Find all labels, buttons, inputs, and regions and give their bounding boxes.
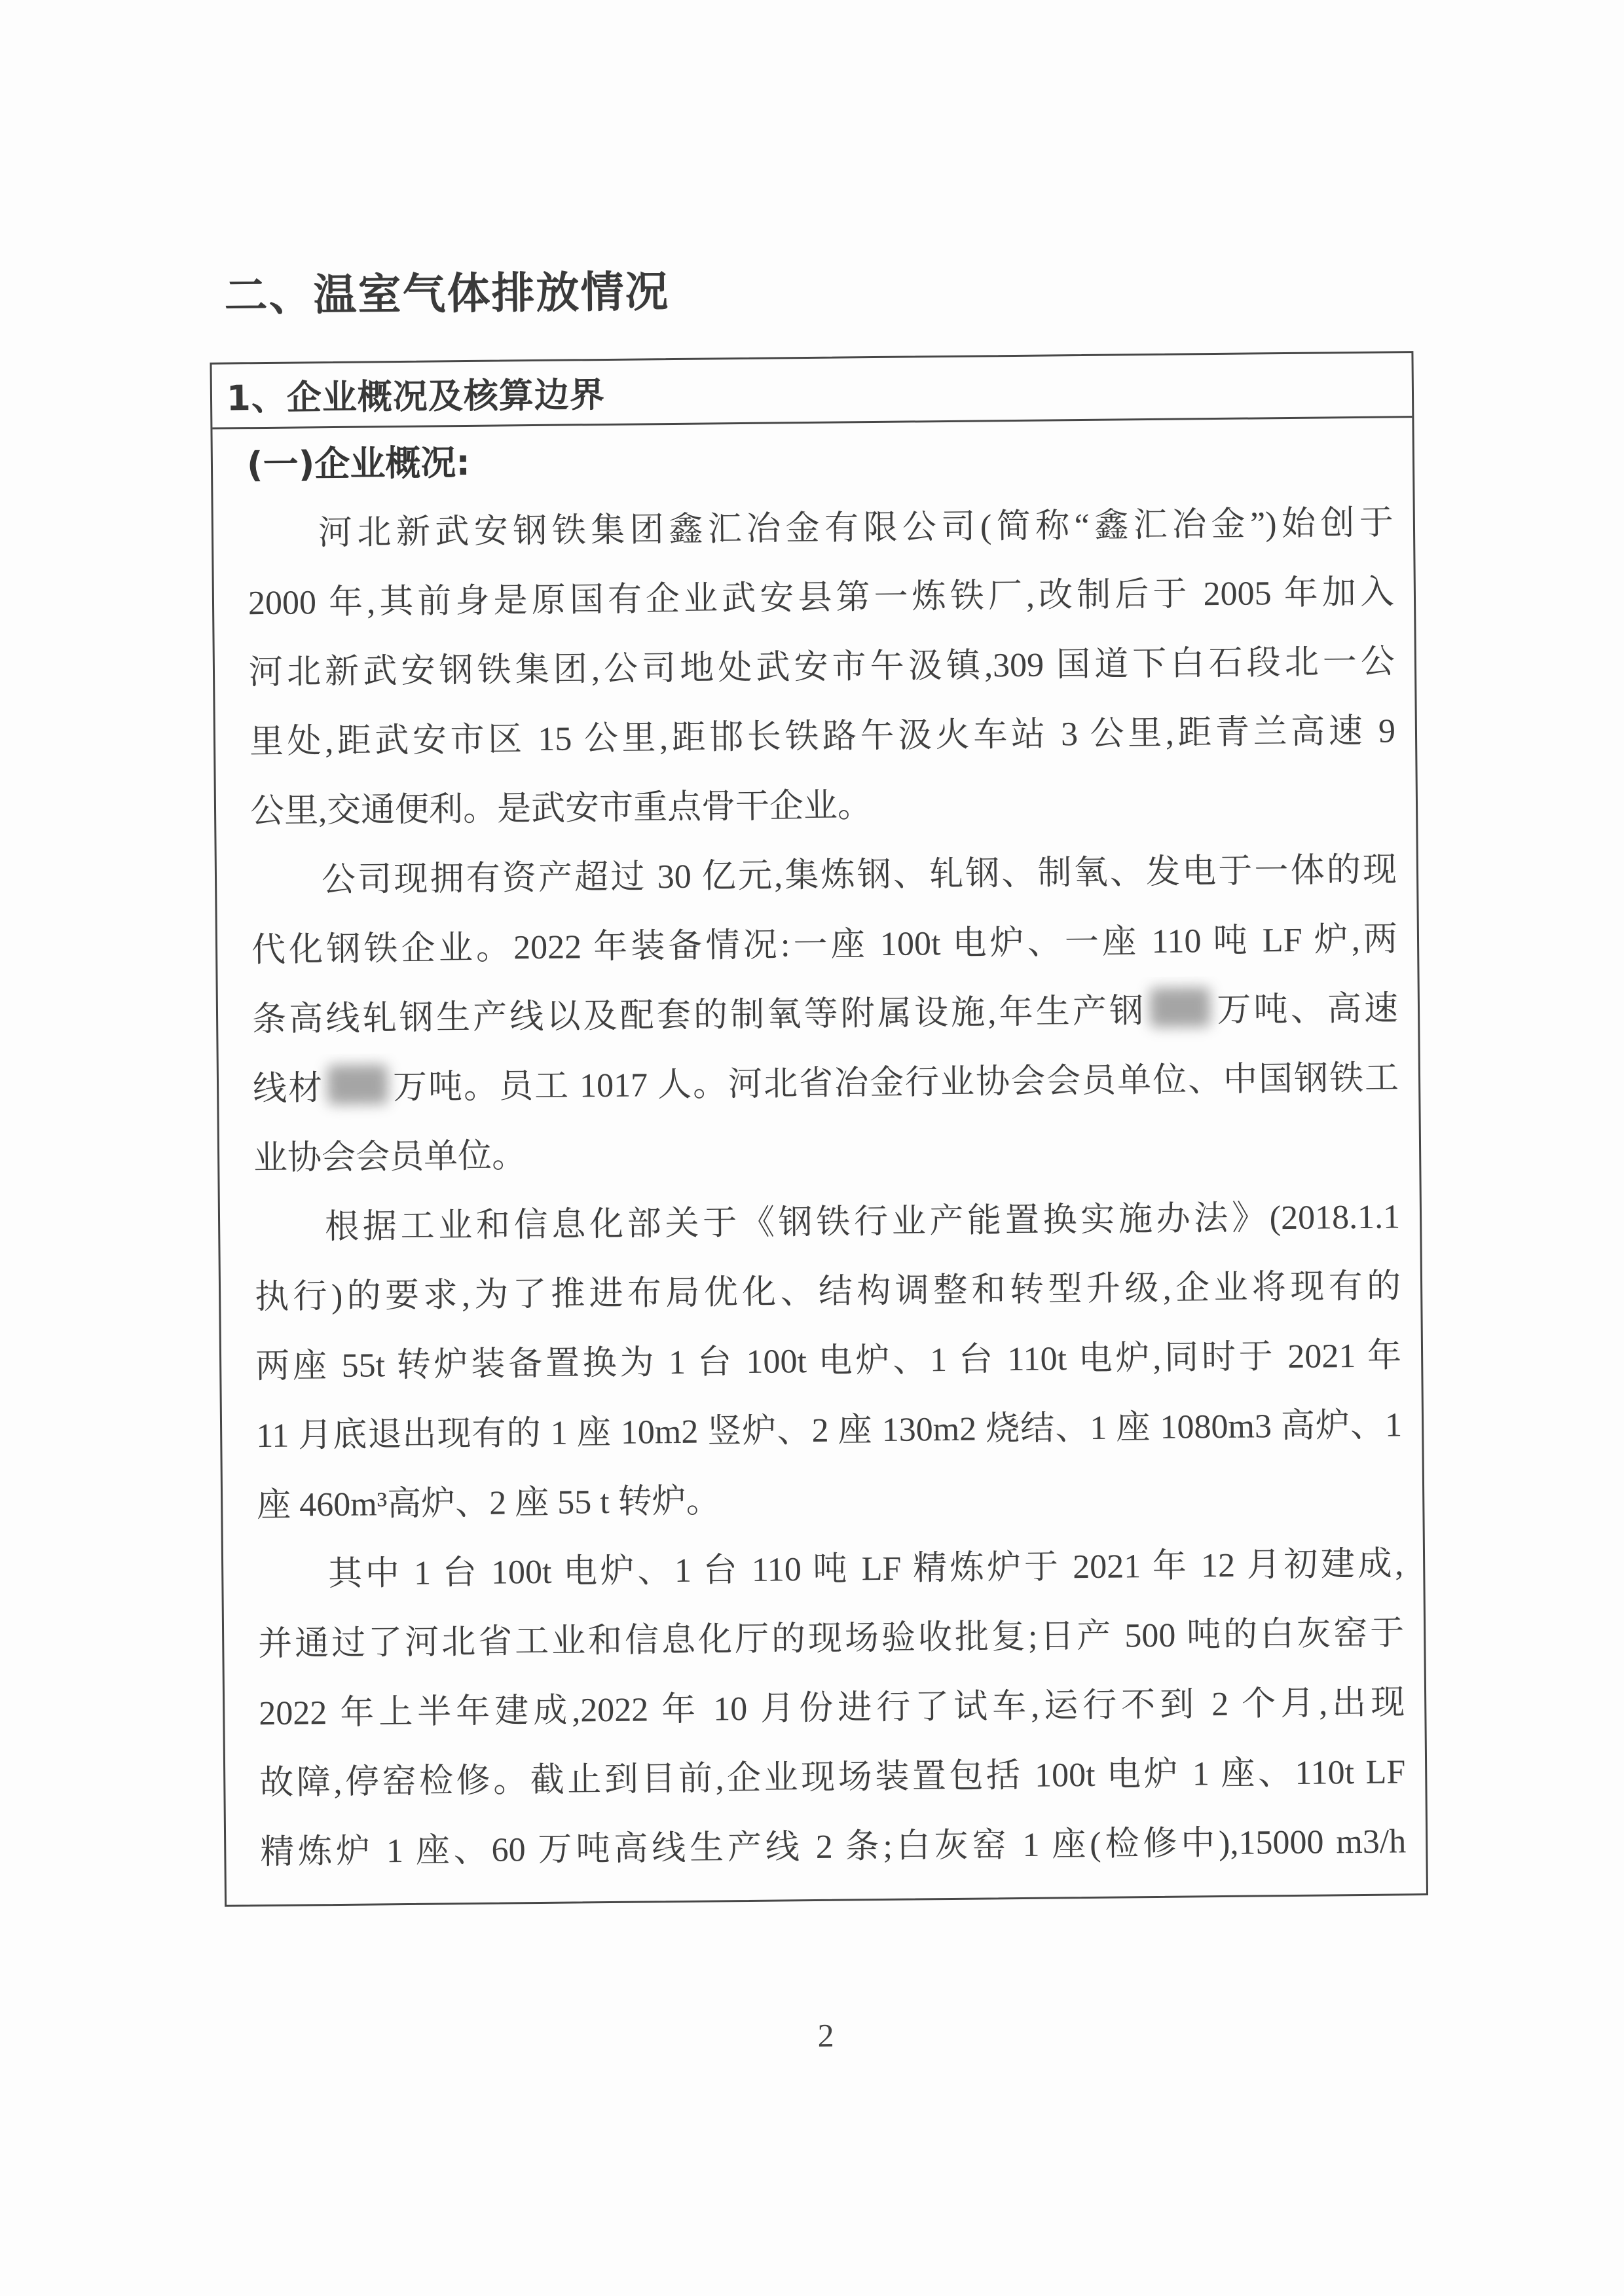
body-line-redacted — [253, 1044, 1399, 1124]
body-line: 其中 1 台 100t 电炉、1 台 110 吨 LF 精炼炉于 2021 年 12 月初建成, — [327, 1545, 1404, 1594]
body-line: 公里,交通便利。是武安市重点骨干企业。 — [249, 787, 872, 831]
box-header-row — [212, 353, 1412, 429]
body-line: 两座 55t 转炉装备置换为 1 台 100t 电炉、1 台 110t 电炉,同时于 2021 年 — [255, 1337, 1402, 1386]
section-title: 二、温室气体排放情况 — [224, 266, 670, 321]
body-line: 业协会会员单位。 — [253, 1137, 526, 1178]
body-line: 座 460m³高炉、2 座 55 t 转炉。 — [256, 1482, 720, 1525]
body-line: 2000 年,其前身是原国有企业武安县第一炼铁厂,改制后于 2005 年加入 — [248, 574, 1395, 623]
body-line: 11 月底退出现有的 1 座 10m2 竖炉、2 座 130m2 烧结、1 座 1080m3 高炉、1 — [255, 1406, 1403, 1455]
body-line-redacted — [252, 974, 1399, 1055]
paragraph-heading: (一)企业概况: — [246, 441, 471, 486]
body-line: 里处,距武安市区 15 公里,距邯长铁路午汲火车站 3 公里,距青兰高速 9 — [249, 712, 1396, 761]
box-header-label: 1、企业概况及核算边界 — [226, 374, 606, 419]
body-line: 故障,停窑检修。截止到目前,企业现场装置包括 100t 电炉 1 座、110t LF — [259, 1753, 1406, 1802]
body-line: 公司现拥有资产超过 30 亿元,集炼钢、轧钢、制氧、发电于一体的现 — [321, 851, 1397, 900]
body-line: 河北新武安钢铁集团,公司地处武安市午汲镇,309 国道下白石段北一公 — [248, 643, 1395, 692]
body-text: 万吨。员工 1017 人。河北省冶金行业协会会员单位、中国钢铁工 — [391, 1059, 1399, 1107]
body-line: 执行)的要求,为了推进布局优化、结构调整和转型升级,企业将现有的 — [254, 1267, 1401, 1317]
redacted-number-blur — [1150, 987, 1211, 1027]
body-line: 根据工业和信息化部关于《钢铁行业产能置换实施办法》(2018.1.1 — [324, 1198, 1401, 1247]
page-number: 2 — [817, 2016, 834, 2054]
body-line: 河北新武安钢铁集团鑫汇冶金有限公司(简称“鑫汇冶金”)始创于 — [318, 504, 1394, 553]
body-line: 精炼炉 1 座、60 万吨高线生产线 2 条;白灰窑 1 座(检修中),15000 m3/h — [260, 1823, 1407, 1872]
body-line: 2022 年上半年建成,2022 年 10 月份进行了试车,运行不到 2 个月,出现 — [259, 1684, 1405, 1733]
report-box — [210, 351, 1428, 1907]
body-line: 代化钢铁企业。2022 年装备情况:一座 100t 电炉、一座 110 吨 LF 炉,两 — [251, 920, 1398, 970]
body-text: 线材 — [252, 1070, 324, 1108]
body-text: 条高线轧钢生产线以及配套的制氧等附属设施,年生产钢 — [251, 993, 1147, 1039]
redacted-number-blur — [327, 1065, 388, 1104]
body-line: 并通过了河北省工业和信息化厅的现场验收批复;日产 500 吨的白灰窑于 — [257, 1614, 1405, 1664]
box-body — [212, 418, 1426, 1904]
body-text: 万吨、高速 — [1213, 990, 1399, 1030]
